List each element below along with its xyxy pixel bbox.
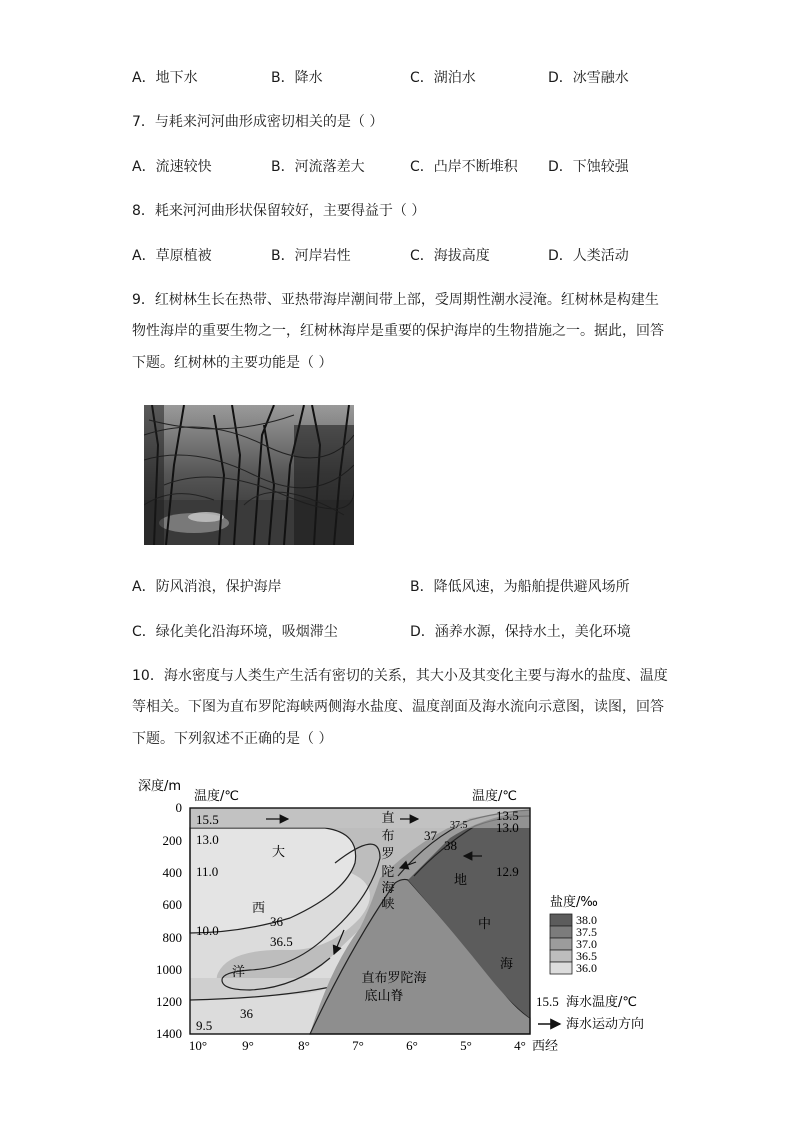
- q6-option-a[interactable]: A．地下水: [132, 70, 198, 86]
- strait-char-3: 罗: [381, 846, 395, 861]
- legend-title: 盐度/‰: [550, 895, 598, 910]
- legend-swatch-37-0: [550, 938, 572, 950]
- q9-option-b[interactable]: B．降低风速，为船舶提供避风场所: [410, 579, 630, 595]
- legend-swatch-37-5: [550, 926, 572, 938]
- atlantic-char-2: 西: [252, 901, 266, 916]
- contour-36-upper: 36: [270, 914, 283, 929]
- q10-stem-line-1: 10．海水密度与人类生产生活有密切的关系，其大小及其变化主要与海水的盐度、温度: [132, 668, 668, 684]
- strait-char-5: 海: [381, 880, 395, 895]
- left-temp-3: 11.0: [196, 864, 219, 879]
- q10-stem-line-2: 等相关。下图为直布罗陀海峡两侧海水盐度、温度剖面及海水流向示意图，读图，回答: [132, 699, 664, 715]
- legend-flow-note: 海水运动方向: [566, 1017, 645, 1032]
- atlantic-char-1: 大: [272, 845, 286, 860]
- y-tick-0: 0: [175, 800, 182, 815]
- q10-stem-line-3: 下题。下列叙述不正确的是（ ）: [132, 731, 333, 747]
- left-temp-4: 10.0: [196, 923, 219, 938]
- x-tick-3: 7°: [352, 1038, 364, 1053]
- legend-value-4: 36.5: [576, 949, 597, 963]
- y-tick-3: 600: [162, 897, 182, 912]
- legend-swatch-36-5: [550, 950, 572, 962]
- q8-option-c[interactable]: C．海拔高度: [410, 248, 490, 264]
- contour-37-5: 37.5: [450, 820, 468, 831]
- x-axis-suffix: 西经: [532, 1039, 559, 1054]
- y-tick-4: 800: [162, 930, 182, 945]
- legend-value-2: 37.5: [576, 925, 597, 939]
- strait-char-4: 陀: [381, 864, 395, 879]
- q9-stem-line-1: 9．红树林生长在热带、亚热带海岸潮间带上部，受周期性潮水浸淹。红树林是构建生: [132, 292, 659, 308]
- x-tick-2: 8°: [298, 1038, 310, 1053]
- contour-36-lower: 36: [240, 1006, 253, 1021]
- ridge-label-line-1: 直布罗陀海: [361, 970, 427, 985]
- y-tick-7: 1400: [156, 1026, 182, 1041]
- x-tick-5: 5°: [460, 1038, 472, 1053]
- q7-option-a[interactable]: A．流速较快: [132, 159, 212, 175]
- x-tick-6: 4°: [514, 1038, 526, 1053]
- y-tick-6: 1200: [156, 994, 182, 1009]
- contour-38: 38: [444, 838, 457, 853]
- q7-option-c[interactable]: C．凸岸不断堆积: [410, 159, 518, 175]
- q8-option-d[interactable]: D．人类活动: [548, 248, 629, 264]
- right-temp-2: 13.0: [496, 820, 519, 835]
- y-axis-title: 深度/m: [138, 779, 182, 794]
- left-temp-1: 15.5: [196, 812, 219, 827]
- legend-temp-note-value: 15.5: [536, 994, 559, 1009]
- gibraltar-section-diagram: [130, 768, 670, 1058]
- y-tick-1: 200: [162, 833, 182, 848]
- q6-option-b[interactable]: B．降水: [271, 70, 323, 86]
- contour-36-5: 36.5: [270, 934, 293, 949]
- contour-37: 37: [424, 828, 437, 843]
- left-temp-5: 9.5: [196, 1018, 213, 1033]
- legend-value-1: 38.0: [576, 913, 597, 927]
- atlantic-char-3: 洋: [232, 965, 246, 980]
- mangrove-photo: [144, 405, 354, 545]
- legend-swatch-36-0: [550, 962, 572, 974]
- q9-stem-line-2: 物性海岸的重要生物之一，红树林海岸是重要的保护海岸的生物措施之一。据此，回答: [132, 323, 664, 339]
- q9-option-c[interactable]: C．绿化美化沿海环境，吸烟滞尘: [132, 624, 338, 640]
- right-temp-3: 12.9: [496, 864, 519, 879]
- q8-option-b[interactable]: B．河岸岩性: [271, 248, 351, 264]
- strait-char-1: 直: [381, 810, 395, 825]
- q7-option-d[interactable]: D．下蚀较强: [548, 159, 629, 175]
- q9-option-a[interactable]: A．防风消浪，保护海岸: [132, 579, 282, 595]
- q7-stem: 7．与耗来河河曲形成密切相关的是（ ）: [132, 114, 384, 130]
- q6-option-d[interactable]: D．冰雪融水: [548, 70, 629, 86]
- q8-stem: 8．耗来河河曲形状保留较好，主要得益于（ ）: [132, 203, 426, 219]
- ridge-label-line-2: 底山脊: [364, 988, 404, 1003]
- x-tick-4: 6°: [406, 1038, 418, 1053]
- med-char-2: 中: [478, 917, 492, 932]
- q9-option-d[interactable]: D．涵养水源，保持水土，美化环境: [410, 624, 631, 640]
- legend-swatch-38-0: [550, 914, 572, 926]
- x-tick-1: 9°: [242, 1038, 254, 1053]
- q8-option-a[interactable]: A．草原植被: [132, 248, 212, 264]
- x-tick-0: 10°: [188, 1038, 208, 1053]
- right-temp-1: 13.5: [496, 808, 519, 823]
- legend-value-5: 36.0: [576, 961, 597, 975]
- legend-value-3: 37.0: [576, 937, 597, 951]
- right-temp-header: 温度/℃: [472, 789, 517, 804]
- strait-char-6: 峡: [381, 896, 395, 911]
- med-char-3: 海: [500, 957, 514, 972]
- strait-char-2: 布: [381, 828, 395, 843]
- q9-stem-line-3: 下题。红树林的主要功能是（ ）: [132, 355, 333, 371]
- y-tick-5: 1000: [156, 962, 182, 977]
- q7-option-b[interactable]: B．河流落差大: [271, 159, 365, 175]
- left-temp-2: 13.0: [196, 832, 219, 847]
- y-tick-2: 400: [162, 865, 182, 880]
- med-char-1: 地: [454, 873, 468, 888]
- q6-option-c[interactable]: C．湖泊水: [410, 70, 476, 86]
- left-temp-header: 温度/℃: [194, 789, 239, 804]
- legend-temp-note-text: 海水温度/℃: [566, 995, 637, 1010]
